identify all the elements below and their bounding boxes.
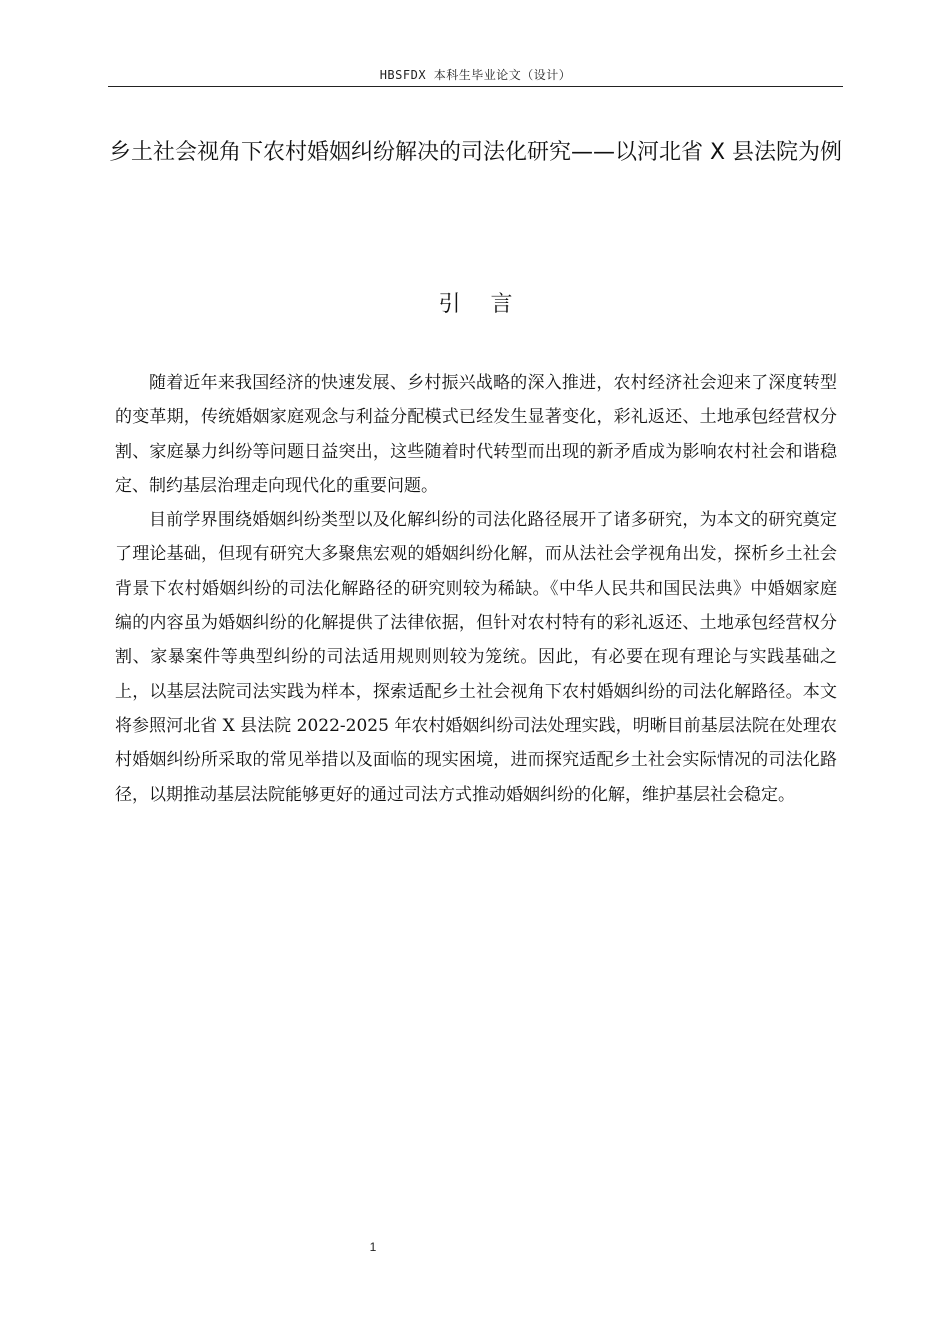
body-text [115, 366, 837, 812]
document-title: 乡土社会视角下农村婚姻纠纷解决的司法化研究——以河北省 X 县法院为例 [108, 140, 843, 165]
paragraph-2: 目前学界围绕婚姻纠纷类型以及化解纠纷的司法化路径展开了诸多研究，为本文的研究奠定了理论基础，但现有研究大多聚焦宏观的婚姻纠纷化解，而从法社会学视角出发，探析乡土社会背景下农村婚姻纠纷的司法化解路径的研究则较为稀缺。《中华人民共和国民法典》中婚姻家庭编的内容虽为婚姻纠纷的化解提供了法律依据，但针对农村特有的彩礼返还、土地承包经营权分割、家暴案件等典型纠纷的司法适用规则则较为笼统。因此，有必要在现有理论与实践基础之上，以基层法院司法实践为样本，探索适配乡土社会视角下农村婚姻纠纷的司法化解路径。本文将参照河北省 X 县法院 2022-2025 年农村婚姻纠纷司法处理实践，明晰目前基层法院在处理农村婚姻纠纷所采取的常见举措以及面临的现实困境，进而探究适配乡土社会实际情况的司法化路径，以期推动基层法院能够更好的通过司法方式推动婚姻纠纷的化解，维护基层社会稳定。 [115, 510, 837, 805]
section-heading: 引言 [438, 292, 543, 317]
page-header: HBSFDX 本科生毕业论文（设计） [379, 68, 572, 82]
paragraph-1: 随着近年来我国经济的快速发展、乡村振兴战略的深入推进，农村经济社会迎来了深度转型的变革期，传统婚姻家庭观念与利益分配模式已经发生显著变化，彩礼返还、土地承包经营权分割、家庭暴力纠纷等问题日益突出，这些随着时代转型而出现的新矛盾成为影响农村社会和谐稳定、制约基层治理走向现代化的重要问题。 [115, 373, 837, 496]
page-number: 1 [369, 1240, 377, 1254]
header-divider [108, 86, 843, 87]
